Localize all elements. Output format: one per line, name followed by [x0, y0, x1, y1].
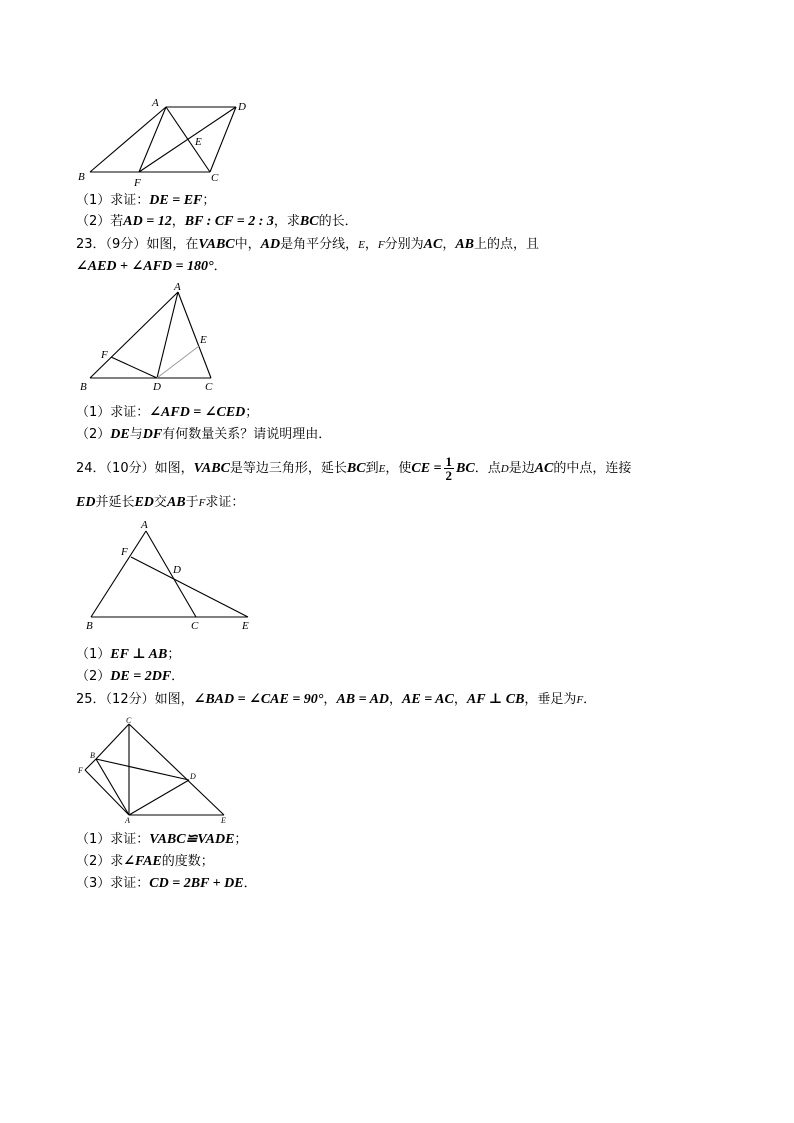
p24-stem-text-4: ．点: [474, 461, 501, 476]
p22-q2-math-3: BC: [299, 214, 319, 229]
fig1-label-F: F: [134, 177, 141, 189]
p24-fraction-denominator: 2: [445, 468, 453, 483]
fig2-label-E: E: [200, 334, 207, 346]
p23-stem: [76, 236, 539, 254]
p24-q1-math: EF ⊥ AB: [110, 647, 168, 662]
fig2-label-F: F: [101, 349, 108, 361]
p25-question-1: [76, 831, 247, 849]
p22-q2-label: （2）若: [76, 214, 124, 229]
p23-stem-math-2: AD: [260, 237, 281, 252]
fig4-lines: [85, 724, 224, 815]
p25-stem-math-4: AF ⊥ CB: [466, 692, 525, 707]
fig3-label-B: B: [86, 620, 93, 632]
p22-q1-label: （1）求证：: [76, 193, 150, 208]
fig2-label-B: B: [80, 381, 87, 393]
fig4-label-D: D: [190, 772, 196, 781]
figure-parallelogram: [0, 0, 794, 190]
p25-q2-label: （2）求: [76, 854, 124, 869]
p24-stem-math-3: CE =: [411, 461, 442, 476]
p24-stem-text-2: 到: [365, 461, 379, 476]
p23-stem-math-3: AC: [423, 237, 443, 252]
p23-stem-math-1: VABC: [198, 237, 235, 252]
fig2-lines: [90, 292, 211, 378]
p22-question-2: [76, 213, 358, 231]
p24-stem-text-1: 是等边三角形，延长: [229, 461, 347, 476]
p25-q2-math: ∠FAE: [123, 854, 162, 869]
p25-question-3: [76, 875, 257, 893]
fig4-label-B: B: [90, 751, 95, 760]
p24-line2-text-1: 并延长: [95, 495, 135, 510]
p23-stem-head: 23．（9分）如图，在: [76, 237, 199, 252]
fig3-label-C: C: [191, 620, 199, 632]
p24-line2-text-4: 求证：: [205, 495, 245, 510]
p25-q1-math: VABC≌VADE: [149, 832, 235, 847]
p25-stem-math-3: AE = AC: [402, 692, 454, 707]
p24-fraction-numerator: 1: [445, 454, 453, 469]
p22-q2-math-1: AD = 12: [123, 214, 172, 229]
p25-stem: [76, 691, 596, 709]
p23-question-1: [76, 404, 258, 422]
p23-stem-text-1: 中，: [234, 237, 261, 252]
fig3-label-A: A: [141, 519, 148, 531]
fig4-label-F: F: [78, 766, 83, 775]
fig1-lines: [90, 107, 236, 172]
p25-q3-math: CD = 2BF + DE: [149, 876, 244, 891]
p25-q1-label: （1）求证：: [76, 832, 150, 847]
p25-q2-end: 的度数；: [161, 854, 214, 869]
p23-stem-text-5: ，: [442, 237, 456, 252]
p24-line2-text-3: 于: [185, 495, 199, 510]
fig2-label-D: D: [153, 381, 161, 393]
p24-line2-math-1: ED: [76, 495, 96, 510]
p22-q2-text-2: ，求: [273, 214, 300, 229]
p24-stem-math-1: VABC: [193, 461, 230, 476]
p24-stem-text-5: 是边: [508, 461, 535, 476]
figure-rotation-triangles: [0, 714, 794, 824]
figure-angle-bisector: [0, 280, 794, 400]
p25-stem-head: 25．（12分）如图，: [76, 692, 194, 707]
p22-q2-text-3: 的长．: [318, 214, 358, 229]
p24-q2-end: ．: [171, 669, 185, 684]
p25-question-2: [76, 853, 214, 871]
p23-stem-small-2: F: [377, 239, 385, 251]
fig1-label-E: E: [195, 136, 202, 148]
p22-q1-math: DE = EF: [149, 193, 203, 208]
p24-question-2: [76, 668, 184, 686]
p23-q1-label: （1）求证：: [76, 405, 150, 420]
p24-line2-text-2: 交: [153, 495, 167, 510]
p24-stem-math-4: BC: [456, 461, 475, 476]
p25-stem-text-1: ，: [323, 692, 337, 707]
fig2-label-C: C: [205, 381, 213, 393]
fig3-label-D: D: [173, 564, 181, 576]
p24-question-1: [76, 646, 180, 664]
p25-stem-small-1: F: [576, 694, 584, 706]
p24-stem-math-2: BC: [346, 461, 366, 476]
p23-condition: [76, 258, 227, 276]
p23-q2-math-1: DE: [110, 427, 130, 442]
p24-q2-math: DE = 2DF: [110, 669, 172, 684]
p24-line2-math-2: ED: [134, 495, 154, 510]
p25-q1-end: ；: [234, 832, 248, 847]
p23-q2-math-2: DF: [142, 427, 163, 442]
p25-stem-math-2: AB = AD: [336, 692, 390, 707]
p23-stem-math-4: AB: [455, 237, 475, 252]
p23-condition-math: ∠AED + ∠AFD = 180°: [76, 259, 214, 274]
p24-stem-small-2: D: [500, 463, 509, 475]
fig3-label-E: E: [242, 620, 249, 632]
p24-stem-text-6: 的中点，连接: [553, 461, 632, 476]
p23-stem-text-3: ，: [364, 237, 378, 252]
p22-question-1: [76, 192, 215, 210]
p23-condition-end: ．: [213, 259, 227, 274]
p24-stem-head: 24．（10分）如图，: [76, 461, 194, 476]
p24-q2-label: （2）: [76, 669, 111, 684]
p24-line2-small-1: F: [198, 497, 206, 509]
p25-stem-math-1: ∠BAD = ∠CAE = 90°: [193, 692, 324, 707]
p23-stem-text-6: 上的点，且: [474, 237, 540, 252]
p23-q2-label: （2）: [76, 427, 111, 442]
p24-q1-end: ；: [167, 647, 181, 662]
fig1-label-C: C: [211, 172, 219, 184]
p25-stem-text-3: ，: [453, 692, 467, 707]
p23-stem-small-1: E: [358, 239, 365, 251]
p23-stem-text-4: 分别为: [384, 237, 424, 252]
fig3-label-F: F: [121, 546, 128, 558]
fig1-label-B: B: [78, 171, 85, 183]
p25-q3-label: （3）求证：: [76, 876, 150, 891]
figure-equilateral-extension: [0, 515, 794, 640]
fig2-label-A: A: [174, 281, 181, 293]
fig1-label-A: A: [152, 97, 159, 109]
p24-stem-math-5: AC: [534, 461, 554, 476]
p25-stem-text-4: ，垂足为: [524, 692, 577, 707]
p24-line2-math-3: AB: [166, 495, 186, 510]
p23-q2-text-2: 有何数量关系？请说明理由．: [162, 427, 332, 442]
p23-question-2: [76, 426, 331, 444]
p24-stem: [76, 454, 631, 484]
p24-stem-text-3: ，使: [385, 461, 412, 476]
p22-q2-text-1: ，: [171, 214, 185, 229]
fig3-lines: [91, 531, 248, 617]
p22-q2-math-2: BF : CF = 2 : 3: [184, 214, 274, 229]
p22-q1-end: ；: [202, 193, 216, 208]
fig1-label-D: D: [238, 101, 246, 113]
p25-q3-end: ．: [243, 876, 257, 891]
p23-q1-end: ；: [245, 405, 259, 420]
p23-q1-math: ∠AFD = ∠CED: [149, 405, 246, 420]
fig4-label-A: A: [125, 816, 130, 825]
p23-q2-text-1: 与: [129, 427, 143, 442]
p23-stem-text-2: 是角平分线，: [280, 237, 359, 252]
p24-stem-small-1: E: [378, 463, 386, 475]
p24-stem-line-2: [76, 494, 244, 512]
fig4-label-C: C: [126, 716, 132, 725]
p25-stem-text-5: ．: [583, 692, 597, 707]
p24-q1-label: （1）: [76, 647, 111, 662]
fig4-label-E: E: [221, 816, 226, 825]
p25-stem-text-2: ，: [389, 692, 403, 707]
p24-fraction: [444, 455, 455, 482]
